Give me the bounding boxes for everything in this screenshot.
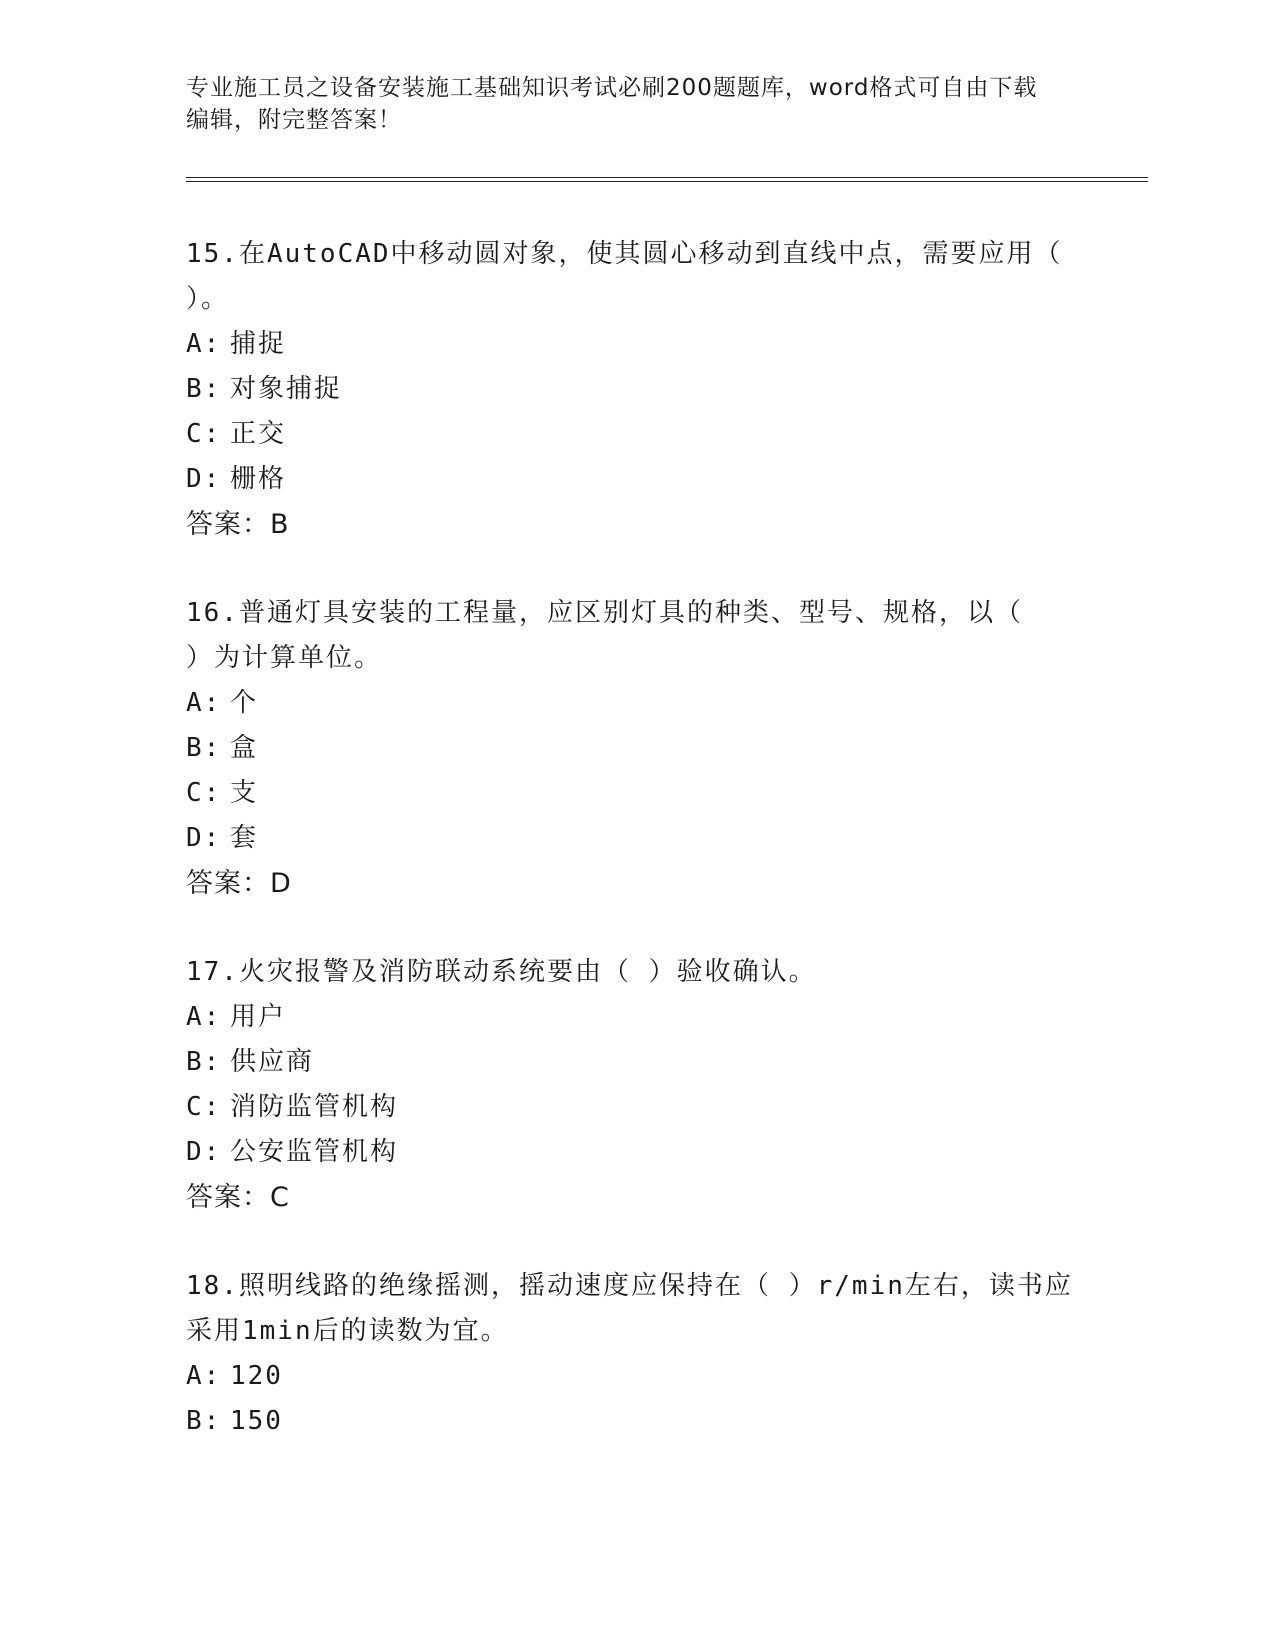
question-17 <box>186 950 1086 1220</box>
option-text: 120 <box>230 1361 283 1391</box>
header-title-line-1: 专业施工员之设备安装施工基础知识考试必刷200题题库，word格式可自由下载 <box>186 75 1038 101</box>
question-text-line-1: 18.照明线路的绝缘摇测，摇动速度应保持在（ ）r/min左右，读书应 <box>186 1271 1073 1301</box>
option-text: 公安监管机构 <box>230 1137 399 1167</box>
option-d <box>186 457 1086 502</box>
option-b <box>186 1040 1086 1085</box>
question-16 <box>186 591 1086 906</box>
question-text-line-1: 15.在AutoCAD中移动圆对象，使其圆心移动到直线中点，需要应用（ <box>186 239 1063 269</box>
option-letter: D: <box>186 823 222 853</box>
option-c <box>186 1085 1086 1130</box>
option-letter: A: <box>186 329 222 359</box>
question-text-line-1: 16.普通灯具安装的工程量，应区别灯具的种类、型号、规格，以（ <box>186 598 1023 628</box>
option-letter: A: <box>186 1361 222 1391</box>
option-d <box>186 1130 1086 1175</box>
question-18 <box>186 1264 1086 1444</box>
option-text: 支 <box>230 778 259 808</box>
option-letter: B: <box>186 374 222 404</box>
question-text-line-1: 17.火灾报警及消防联动系统要由（ ）验收确认。 <box>186 957 817 987</box>
answer-line: 答案：B <box>186 509 290 540</box>
question-list <box>186 232 1086 1488</box>
option-letter: C: <box>186 778 222 808</box>
option-letter: C: <box>186 1092 222 1122</box>
question-text-line-2: ）。 <box>186 284 230 314</box>
header-title-line-2: 编辑，附完整答案！ <box>186 107 402 133</box>
option-letter: C: <box>186 419 222 449</box>
option-text: 捕捉 <box>230 329 287 359</box>
option-letter: B: <box>186 733 222 763</box>
option-letter: D: <box>186 1137 222 1167</box>
question-15 <box>186 232 1086 547</box>
option-letter: B: <box>186 1047 222 1077</box>
option-text: 正交 <box>230 419 287 449</box>
option-text: 个 <box>230 688 259 718</box>
option-c <box>186 412 1086 457</box>
option-text: 栅格 <box>230 464 287 494</box>
option-letter: B: <box>186 1406 222 1436</box>
option-a <box>186 1354 1086 1399</box>
question-text-line-2: ）为计算单位。 <box>186 643 383 673</box>
option-text: 用户 <box>230 1002 287 1032</box>
option-letter: D: <box>186 464 222 494</box>
document-header <box>186 72 1086 136</box>
answer-line: 答案：C <box>186 1182 290 1213</box>
option-text: 对象捕捉 <box>230 374 343 404</box>
option-d <box>186 816 1086 861</box>
option-a <box>186 681 1086 726</box>
option-text: 盒 <box>230 733 259 763</box>
option-c <box>186 771 1086 816</box>
option-b <box>186 1399 1086 1444</box>
header-double-rule <box>186 177 1148 182</box>
option-b <box>186 367 1086 412</box>
option-a <box>186 322 1086 367</box>
option-letter: A: <box>186 1002 222 1032</box>
option-text: 150 <box>230 1406 283 1436</box>
question-text-line-2: 采用1min后的读数为宜。 <box>186 1316 509 1346</box>
answer-line: 答案：D <box>186 868 292 899</box>
option-a <box>186 995 1086 1040</box>
option-letter: A: <box>186 688 222 718</box>
option-b <box>186 726 1086 771</box>
option-text: 套 <box>230 823 259 853</box>
option-text: 供应商 <box>230 1047 315 1077</box>
option-text: 消防监管机构 <box>230 1092 399 1122</box>
